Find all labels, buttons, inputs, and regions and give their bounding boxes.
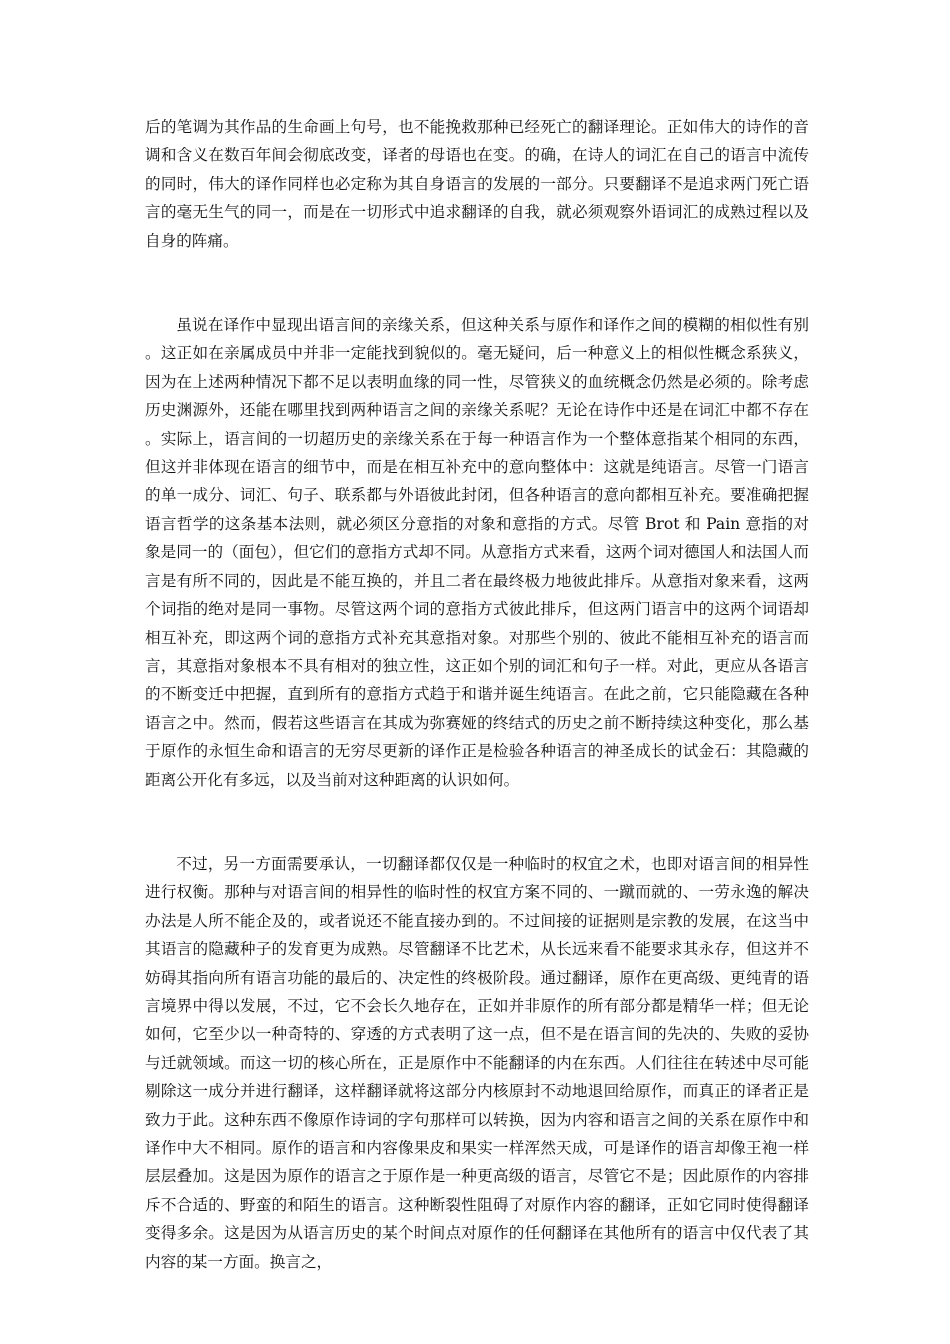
paragraph-3: 不过，另一方面需要承认，一切翻译都仅仅是一种临时的权宜之术，也即对语言间的相异性进行权衡。那种与对语言间的相异性的临时性的权宜方案不同的、一蹴而就的、一劳永逸的解决办法是人所不能企及的，或者说还不能直接办到的。不过间接的证据则是宗教的发展，在这当中其语言的隐藏种子的发育更为成熟。尽管翻译不比艺术，从长远来看不能要求其永存，但这并不妨碍其指向所有语言功能的最后的、决定性的终极阶段。通过翻译，原作在更高级、更纯青的语言境界中得以发展，不过，它不会长久地存在，正如并非原作的所有部分都是精华一样；但无论如何，它至少以一种奇特的、穿透的方式表明了这一点，但不是在语言间的先决的、失败的妥协与迁就领域。而这一切的核心所在，正是原作中不能翻译的内在东西。人们往往在转述中尽可能剔除这一成分并进行翻译，这样翻译就将这部分内核原封不动地退回给原作，而真正的译者正是致力于此。这种东西不像原作诗词的字句那样可以转换，因为内容和语言之间的关系在原作中和译作中大不相同。原作的语言和内容像果皮和果实一样浑然天成，可是译作的语言却像王袍一样层层叠加。这是因为原作的语言之于原作是一种更高级的语言，尽管它不是；因此原作的内容排斥不合适的、野蛮的和陌生的语言。这种断裂性阻碍了对原作内容的翻译，正如它同时使得翻译变得多余。这是因为从语言历史的某个时间点对原作的任何翻译在其他所有的语言中仅代表了其内容的某一方面。换言之， <box>145 854 809 1271</box>
paragraph-2: 虽说在译作中显现出语言间的亲缘关系，但这种关系与原作和译作之间的模糊的相似性有别。这正如在亲属成员中并非一定能找到貌似的。毫无疑问，后一种意义上的相似性概念系狭义，因为在上述两种情况下都不足以表明血缘的同一性，尽管狭义的血统概念仍然是必须的。除考虑历史渊源外，还能在哪里找到两种语言之间的亲缘关系呢？无论在诗作中还是在词汇中都不存在。实际上，语言间的一切超历史的亲缘关系在于每一种语言作为一个整体意指某个相同的东西，但这并非体现在语言的细节中，而是在相互补充中的意向整体中：这就是纯语言。尽管一门语言的单一成分、词汇、句子、联系都与外语彼此封闭，但各种语言的意向都相互补充。要准确把握语言哲学的这条基本法则，就必须区分意指的对象和意指的方式。尽管 Brot 和 Pain 意指的对象是同一的（面包），但它们的意指方式却不同。从意指方式来看，这两个词对德国人和法国人而言是有所不同的，因此是不能互换的，并且二者在最终极力地彼此排斥。从意指对象来看，这两个词指的绝对是同一事物。尽管这两个词的意指方式彼此排斥，但这两门语言中的这两个词语却相互补充，即这两个词的意指方式补充其意指对象。对那些个别的、彼此不能相互补充的语言而言，其意指对象根本不具有相对的独立性，这正如个别的词汇和句子一样。对此，更应从各语言的不断变迁中把握，直到所有的意指方式趋于和谐并诞生纯语言。在此之前，它只能隐藏在各种语言之中。然而，假若这些语言在其成为弥赛娅的终结式的历史之前不断持续这种变化，那么基于原作的永恒生命和语言的无穷尽更新的译作正是检验各种语言的神圣成长的试金石：其隐藏的距离公开化有多远，以及当前对这种距离的认识如何。 <box>145 316 809 789</box>
paragraph-1: 后的笔调为其作品的生命画上句号，也不能挽救那种已经死亡的翻译理论。正如伟大的诗作的音调和含义在数百年间会彻底改变，译者的母语也在变。的确，在诗人的词汇在自己的语言中流传的同时，伟大的译作同样也必定称为其自身语言的发展的一部分。只要翻译不是追求两门死亡语言的毫无生气的同一，而是在一切形式中追求翻译的自我，就必须观察外语词汇的成熟过程以及自身的阵痛。 <box>145 118 809 250</box>
document-body <box>145 113 809 1276</box>
paragraph-gap <box>145 794 809 850</box>
paragraph-gap <box>145 255 809 311</box>
